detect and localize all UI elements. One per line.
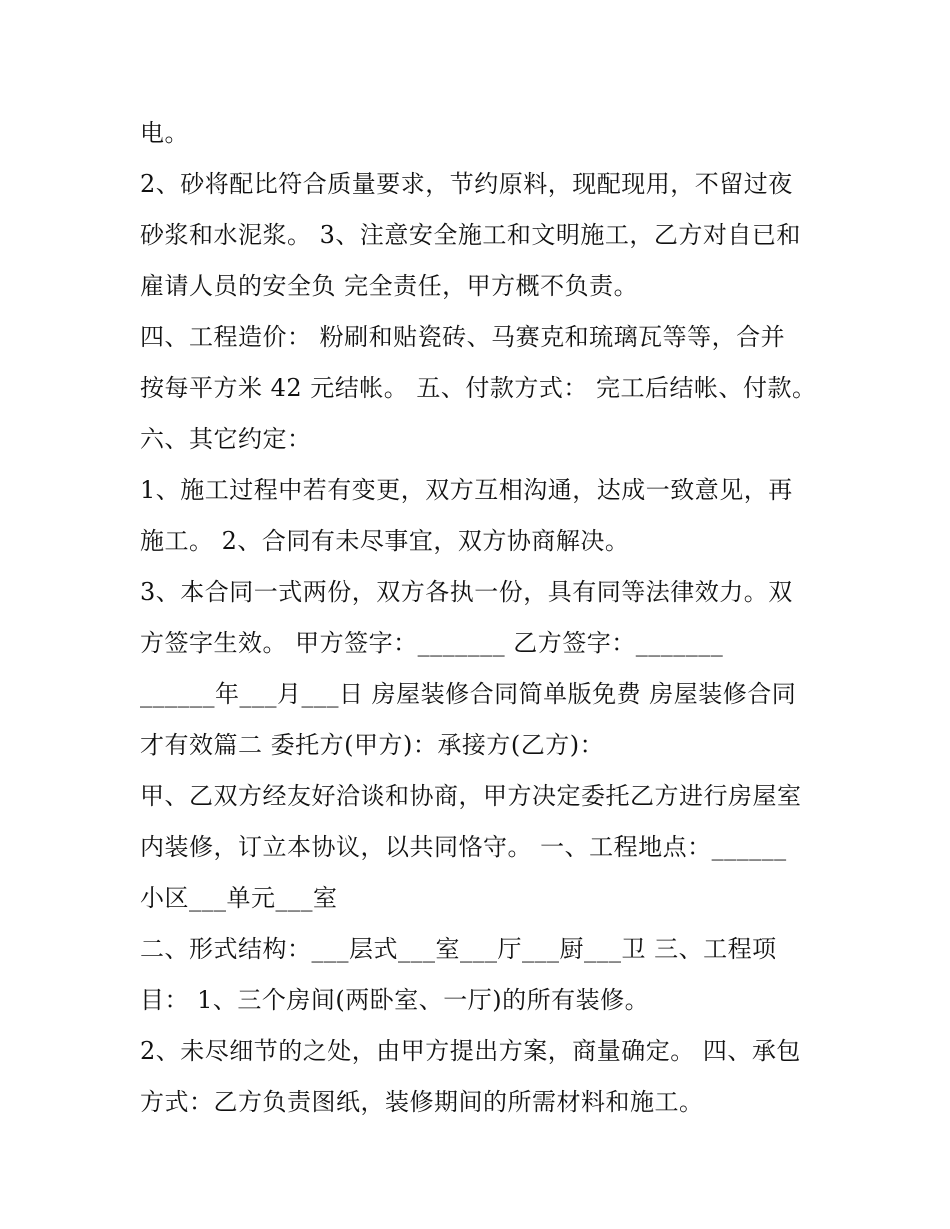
- text-line: 甲、乙双方经友好洽谈和协商，甲方决定委托乙方进行房屋室: [140, 782, 802, 810]
- text-line: 六、其它约定：: [140, 425, 312, 453]
- text-line: 二、形式结构：___层式___室___厅___厨___卫 三、工程项: [140, 935, 777, 963]
- text-line: 目： 1、三个房间(两卧室、一厅)的所有装修。: [140, 986, 650, 1014]
- text-line: 3、本合同一式两份，双方各执一份，具有同等法律效力。双: [140, 578, 793, 606]
- text-line: 内装修，订立本协议，以共同恪守。 一、工程地点：______: [140, 833, 787, 861]
- text-line: 雇请人员的安全负 完全责任，甲方概不负责。: [140, 272, 639, 300]
- text-line: 1、施工过程中若有变更，双方互相沟通，达成一致意见，再: [140, 476, 793, 504]
- text-line: 方签字生效。 甲方签字：_______ 乙方签字：_______: [140, 629, 724, 657]
- text-line: 施工。 2、合同有未尽事宜，双方协商解决。: [140, 527, 630, 555]
- text-line: 才有效篇二 委托方(甲方)：承接方(乙方)：: [140, 731, 605, 759]
- text-line: 小区___单元___室: [140, 884, 338, 912]
- text-line: 2、砂将配比符合质量要求，节约原料，现配现用，不留过夜: [140, 170, 793, 198]
- text-line: 四、工程造价： 粉刷和贴瓷砖、马赛克和琉璃瓦等等，合并: [140, 323, 786, 351]
- text-line: ______年___月___日 房屋装修合同简单版免费 房屋装修合同: [140, 680, 797, 708]
- text-line: 2、未尽细节的之处，由甲方提出方案，商量确定。 四、承包: [140, 1037, 801, 1065]
- text-line: 电。: [140, 119, 189, 147]
- text-line: 砂浆和水泥浆。 3、注意安全施工和文明施工，乙方对自已和: [140, 221, 801, 249]
- text-line: 方式：乙方负责图纸，装修期间的所需材料和施工。: [140, 1088, 704, 1116]
- text-line: 按每平方米 42 元结帐。 五、付款方式： 完工后结帐、付款。: [140, 374, 817, 402]
- document-body: [140, 108, 830, 1128]
